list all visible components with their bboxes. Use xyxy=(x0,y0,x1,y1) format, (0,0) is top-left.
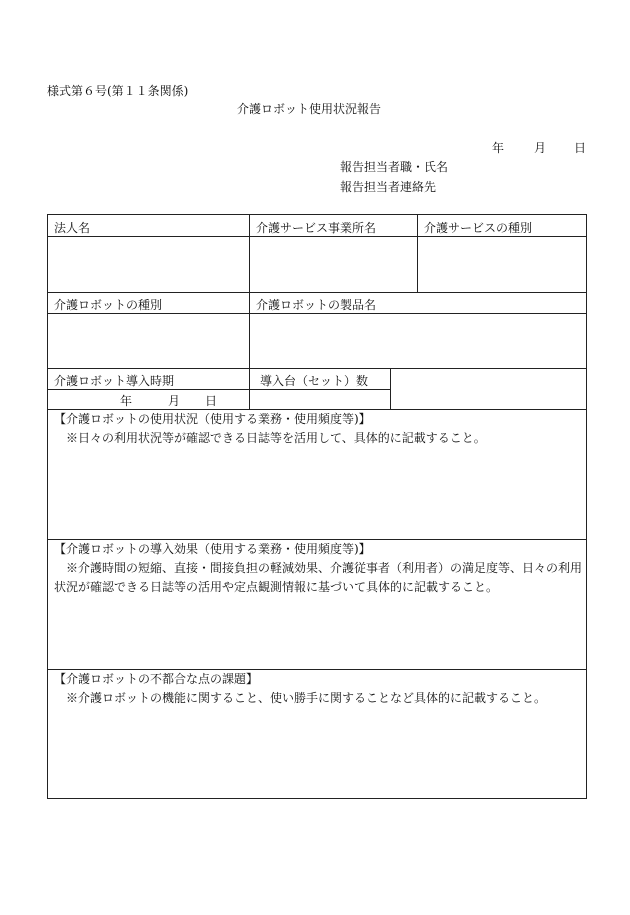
effect-heading: 【介護ロボットの導入効果（使用する業務・使用頻度等)】 xyxy=(54,542,371,556)
corp-name-label: 法人名 xyxy=(54,221,91,235)
intro-period-label: 介護ロボット導入時期 xyxy=(54,374,175,388)
row-rule xyxy=(47,292,587,293)
effect-section[interactable] xyxy=(54,540,584,597)
usage-note: ※日々の利用状況等が確認できる日誌等を活用して、具体的に記載すること。 xyxy=(66,431,486,445)
usage-heading: 【介護ロボットの使用状況（使用する業務・使用頻度等)】 xyxy=(54,412,371,426)
table-border-bottom xyxy=(47,798,587,799)
document-title: 介護ロボット使用状況報告 xyxy=(237,102,382,116)
service-type-label: 介護サービスの種別 xyxy=(424,221,533,235)
service-type-field[interactable] xyxy=(418,237,586,292)
issues-heading: 【介護ロボットの不都合な点の課題】 xyxy=(54,672,259,686)
reporter-contact-label: 報告担当者連絡先 xyxy=(340,180,437,194)
table-border-top xyxy=(47,214,587,215)
table-border-right xyxy=(586,214,587,799)
intro-day-label: 日 xyxy=(205,394,218,408)
date-day-label: 日 xyxy=(574,141,587,155)
product-name-field[interactable] xyxy=(250,314,586,368)
date-month-label: 月 xyxy=(534,141,547,155)
reporter-name-label: 報告担当者職・氏名 xyxy=(340,160,449,174)
units-field[interactable] xyxy=(391,369,586,409)
office-name-label: 介護サービス事業所名 xyxy=(256,221,377,235)
intro-year-label: 年 xyxy=(120,394,133,408)
form-number-label: 様式第６号(第１１条関係) xyxy=(47,84,189,98)
office-name-field[interactable] xyxy=(250,237,417,292)
corp-name-field[interactable] xyxy=(48,237,249,292)
usage-section[interactable] xyxy=(54,410,584,448)
effect-note: ※介護時間の短縮、直接・間接負担の軽減効果、介護従事者（利用者）の満足度等、日々の利用状況が確認できる日誌等の活用や定点観測情報に基づいて具体的に記載すること。 xyxy=(54,561,583,594)
row-rule xyxy=(47,389,391,390)
issues-note: ※介護ロボットの機能に関すること、使い勝手に関することなど具体的に記載すること。 xyxy=(66,691,547,705)
intro-month-label: 月 xyxy=(168,394,181,408)
product-name-label: 介護ロボットの製品名 xyxy=(256,298,377,312)
robot-type-label: 介護ロボットの種別 xyxy=(54,298,163,312)
units-label: 導入台（セット）数 xyxy=(260,374,369,388)
robot-type-field[interactable] xyxy=(48,314,249,368)
issues-section[interactable] xyxy=(54,670,584,708)
table-border-left xyxy=(47,214,48,799)
date-year-label: 年 xyxy=(492,141,505,155)
